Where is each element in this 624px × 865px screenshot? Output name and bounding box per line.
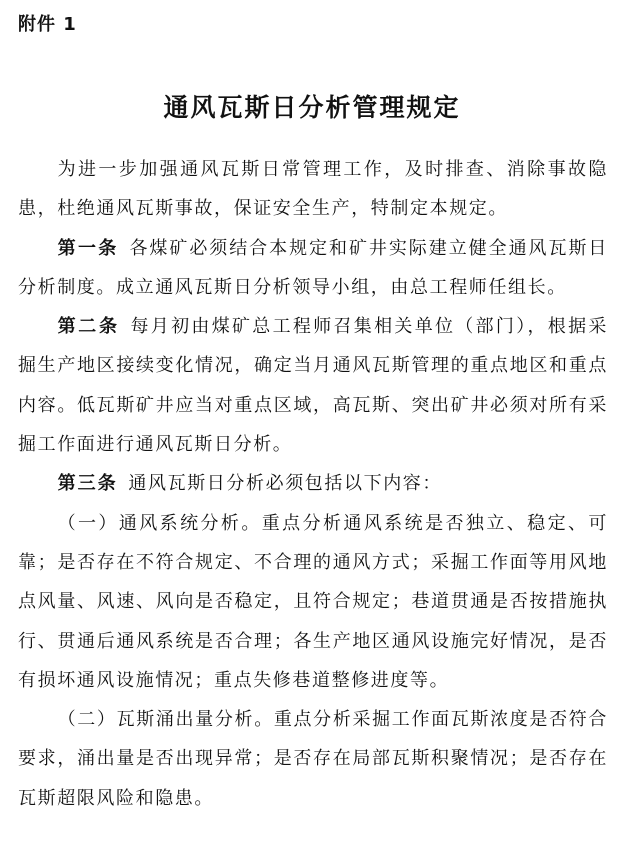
article-label: 第二条 [57, 316, 120, 338]
document-body [18, 150, 608, 818]
article-label: 第一条 [57, 237, 119, 259]
article-label: 第三条 [57, 473, 118, 495]
paragraph-text: 为进一步加强通风瓦斯日常管理工作，及时排查、消除事故隐患，杜绝通风瓦斯事故，保证安全生产，特制定本规定。 [18, 159, 608, 220]
paragraph-item-1 [18, 504, 608, 700]
paragraph-text: （一）通风系统分析。重点分析通风系统是否独立、稳定、可靠；是否存在不符合规定、不合理的通风方式；采掘工作面等用风地点风量、风速、风向是否稳定，且符合规定；巷道贯通是否按措施执行、贯通后通风系统是否合理；各生产地区通风设施完好情况，是否有损坏通风设施情况；重点失修巷道整修进度等。 [18, 512, 608, 691]
document-title: 通风瓦斯日分析管理规定 [163, 93, 461, 122]
paragraph-text: 每月初由煤矿总工程师召集相关单位（部门），根据采掘生产地区接续变化情况，确定当月通风瓦斯管理的重点地区和重点内容。低瓦斯矿井应当对重点区域，高瓦斯、突出矿井必须对所有采掘工作面进行通风瓦斯日分析。 [18, 316, 608, 456]
paragraph-intro [18, 150, 608, 229]
paragraph-article-1 [18, 229, 608, 308]
paragraph-text: 各煤矿必须结合本规定和矿井实际建立健全通风瓦斯日分析制度。成立通风瓦斯日分析领导小组，由总工程师任组长。 [18, 237, 608, 298]
paragraph-text: 通风瓦斯日分析必须包括以下内容： [128, 473, 442, 495]
attachment-label: 附件 1 [18, 14, 77, 35]
paragraph-article-2 [18, 307, 608, 464]
paragraph-article-3 [18, 464, 608, 503]
paragraph-text: （二）瓦斯涌出量分析。重点分析采掘工作面瓦斯浓度是否符合要求，涌出量是否出现异常；是否存在局部瓦斯积聚情况；是否存在瓦斯超限风险和隐患。 [18, 709, 608, 809]
paragraph-item-2 [18, 700, 608, 818]
